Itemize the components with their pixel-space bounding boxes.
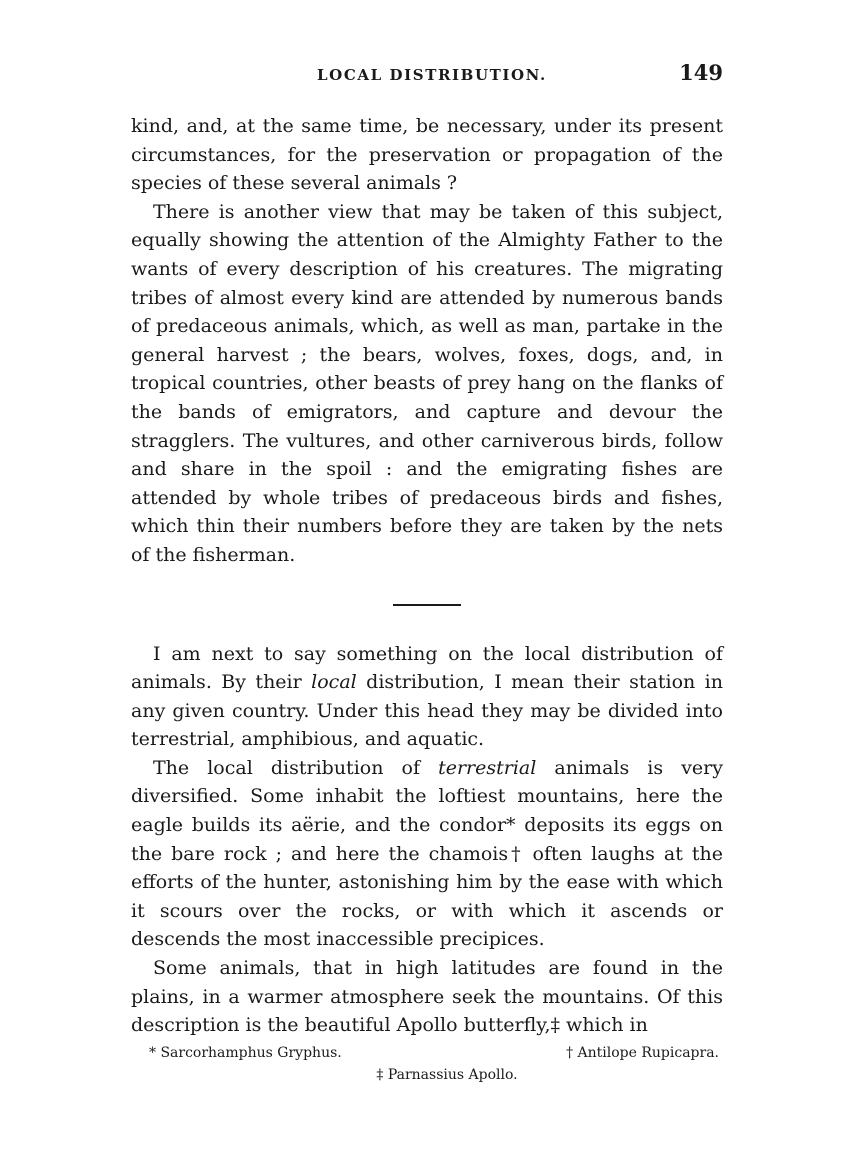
text-run: I am next to say something on the local distribution of animals. By their [131, 642, 723, 694]
emphasis-terrestrial: terrestrial [438, 756, 537, 779]
text-run: animals is very diversified. Some inhabit the loftiest mountains, here the eagle builds its aërie, and the condor* deposits its eggs on the bare rock ; and here the chamois† often laughs at the efforts of the hunter, astonishing him by the ease with which it scours over the rocks, or with which it ascends or descends the most inaccessible precipices. [131, 756, 723, 951]
section-divider [393, 604, 461, 606]
footnote-chamois: † Antilope Rupicapra. [566, 1044, 719, 1061]
paragraph-local-distribution [131, 640, 723, 754]
paragraph-terrestrial [131, 754, 723, 954]
emphasis-local: local [311, 671, 357, 694]
running-title: LOCAL DISTRIBUTION. [317, 66, 547, 84]
book-page [131, 60, 723, 1086]
footnotes [131, 1042, 723, 1086]
footnote-apollo: ‡ Parnassius Apollo. [376, 1066, 518, 1083]
text-run: The local distribution of [153, 756, 439, 779]
page-number: 149 [679, 60, 723, 85]
text-run: distribution, I mean their station in any given country. Under this head they may be divided into terrestrial, amphibious, and aquatic. [131, 671, 723, 751]
paragraph-continued: kind, and, at the same time, be necessary, under its present circumstances, for the preservation or propagation of the species of these several animals ? [131, 115, 723, 195]
footnote-row [131, 1042, 723, 1064]
paragraph-migration: There is another view that may be taken of this subject, equally showing the attention of the Almighty Father to the wants of every description of his creatures. The migrating tribes of almost every kind are attended by numerous bands of predaceous animals, which, as well as man, partake in the general harvest ; the bears, wolves, foxes, dogs, and, in tropical countries, other beasts of prey hang on the flanks of the bands of emigrators, and capture and devour the stragglers. The vultures, and other carniverous birds, follow and share in the spoil : and the emigrating fishes are attended by whole tribes of predaceous birds and fishes, which thin their numbers before they are taken by the nets of the fisherman. [131, 200, 723, 566]
footnote-condor: * Sarcorhamphus Gryphus. [149, 1044, 342, 1061]
paragraph-mountains: Some animals, that in high latitudes are found in the plains, in a warmer atmosphere seek the mountains. Of this description is the beautiful Apollo butterfly,‡ which in [131, 957, 723, 1037]
running-head [131, 60, 723, 90]
